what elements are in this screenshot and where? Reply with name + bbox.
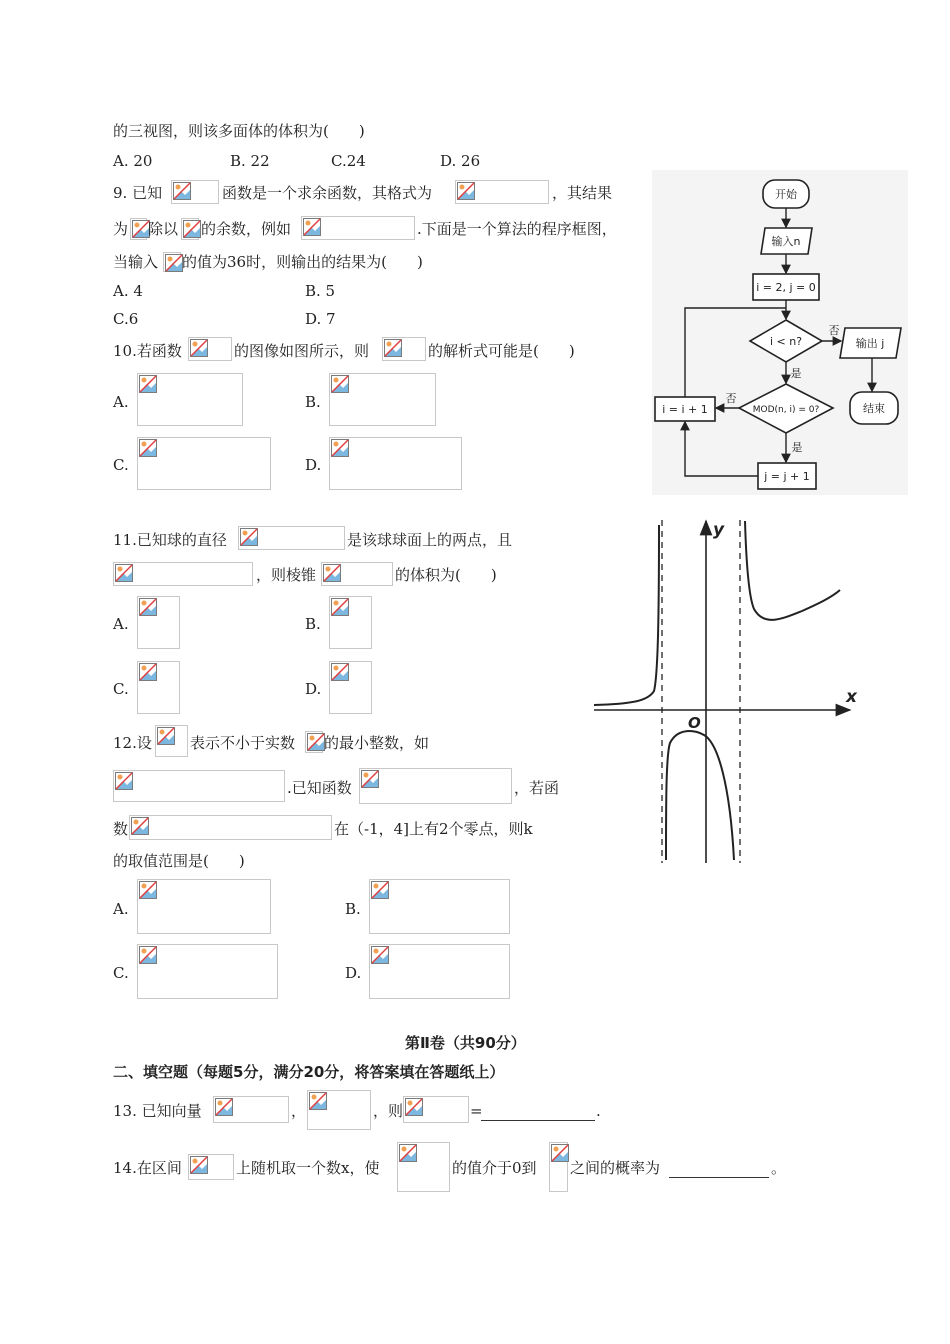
q14-d: 之间的概率为	[570, 1159, 661, 1177]
q9-option-b: B. 5	[305, 282, 336, 300]
q8-option-a: A. 20	[113, 152, 153, 170]
formula-image	[188, 1154, 234, 1180]
q11-line2-a: ，则棱锥	[256, 566, 317, 584]
broken-image-icon	[551, 1144, 569, 1162]
asymptotes	[662, 520, 740, 863]
broken-image-icon	[139, 598, 157, 616]
formula-image	[137, 879, 271, 934]
q9-line3-b: 的值为36时，则输出的结果为( )	[182, 253, 423, 271]
q9-line1-b: 函数是一个求余函数，其格式为	[222, 184, 433, 202]
broken-image-icon	[303, 218, 321, 236]
q11-option-c: C.	[113, 680, 129, 698]
formula-image	[329, 596, 372, 649]
start-label: 开始	[775, 188, 797, 201]
q12-line1-b: 表示不小于实数	[190, 734, 296, 752]
q11-line1-b: 是该球球面上的两点，且	[347, 531, 513, 549]
formula-image	[137, 437, 271, 490]
broken-image-icon	[165, 254, 183, 272]
q14-e: 。	[771, 1159, 787, 1177]
q8-option-b: B. 22	[230, 152, 270, 170]
q10-option-b: B.	[305, 393, 321, 411]
formula-image	[129, 815, 332, 840]
q11-line2-b: 的体积为( )	[395, 566, 497, 584]
cond2-label: MOD(n, i) = 0?	[752, 405, 820, 415]
q13-c: ，则	[373, 1102, 404, 1120]
q11-option-d: D.	[305, 680, 322, 698]
formula-image	[155, 725, 188, 757]
no1-label: 否	[828, 324, 840, 337]
q14-answer-blank	[669, 1158, 769, 1178]
broken-image-icon	[384, 339, 402, 357]
q14-a: 14.在区间	[113, 1159, 182, 1177]
formula-image	[369, 879, 510, 934]
middle-branch	[666, 731, 734, 860]
q10-stem-a: 10.若函数	[113, 342, 182, 360]
cond1-label: i < n?	[769, 335, 803, 348]
broken-image-icon	[331, 663, 349, 681]
q9-line1-a: 9. 已知	[113, 184, 163, 202]
formula-image	[137, 661, 180, 714]
q9-line2-c: 的余数，例如	[201, 220, 292, 238]
q12-line2-a: .已知函数	[287, 779, 352, 797]
q12-line3-b: 在（-1，4]上有2个零点，则k	[334, 820, 533, 838]
q8-text: 的三视图，则该多面体的体积为( )	[113, 122, 365, 140]
section-heading: 二、填空题（每题5分，满分20分，将答案填在答题纸上）	[113, 1063, 505, 1081]
broken-image-icon	[240, 528, 258, 546]
formula-image	[137, 373, 243, 426]
q9-line3-a: 当输入	[113, 253, 159, 271]
y-axis-label: y	[713, 520, 725, 540]
input-label: 输入n	[771, 235, 801, 248]
q13-d: =	[470, 1102, 483, 1120]
formula-image	[171, 180, 219, 204]
formula-image	[369, 944, 510, 999]
broken-image-icon	[371, 946, 389, 964]
broken-image-icon	[405, 1098, 423, 1116]
q11-option-b: B.	[305, 615, 321, 633]
q10-stem-c: 的解析式可能是( )	[428, 342, 575, 360]
q12-line3-a: 数	[113, 820, 129, 838]
formula-image	[238, 526, 345, 550]
q8-option-c: C.24	[331, 152, 366, 170]
yes2-label: 是	[791, 441, 803, 454]
inc-j-label: j = j + 1	[764, 470, 810, 483]
formula-image	[301, 216, 415, 240]
broken-image-icon	[183, 220, 201, 238]
q9-line1-c: ，其结果	[552, 184, 613, 202]
end-label: 结束	[863, 402, 885, 415]
formula-image	[329, 373, 436, 426]
formula-image	[397, 1142, 450, 1192]
function-graph	[592, 515, 862, 867]
broken-image-icon	[139, 375, 157, 393]
broken-image-icon	[331, 375, 349, 393]
q13-answer-blank	[481, 1101, 595, 1121]
broken-image-icon	[361, 770, 379, 788]
formula-image	[113, 770, 285, 802]
algorithm-flowchart	[652, 170, 908, 495]
formula-image	[403, 1096, 469, 1123]
broken-image-icon	[457, 182, 475, 200]
inc-i-label: i = i + 1	[662, 403, 708, 416]
q9-option-a: A. 4	[113, 282, 143, 300]
q12-option-c: C.	[113, 964, 129, 982]
broken-image-icon	[157, 727, 175, 745]
formula-image	[113, 562, 253, 586]
q11-line1-a: 11.已知球的直径	[113, 531, 227, 549]
formula-image	[549, 1142, 568, 1192]
broken-image-icon	[190, 339, 208, 357]
formula-image	[188, 337, 232, 361]
formula-image	[163, 252, 181, 272]
formula-image	[321, 562, 393, 586]
formula-image	[329, 437, 462, 490]
q13-b: ，	[291, 1102, 307, 1120]
broken-image-icon	[307, 733, 325, 751]
broken-image-icon	[215, 1098, 233, 1116]
q12-line4: 的取值范围是( )	[113, 852, 245, 870]
formula-image	[137, 944, 278, 999]
broken-image-icon	[139, 663, 157, 681]
q12-option-a: A.	[113, 900, 129, 918]
formula-image	[213, 1096, 289, 1123]
q14-c: 的值介于0到	[452, 1159, 537, 1177]
q13-e: .	[596, 1102, 601, 1120]
formula-image	[329, 661, 372, 714]
formula-image	[307, 1090, 371, 1130]
broken-image-icon	[173, 182, 191, 200]
broken-image-icon	[309, 1092, 327, 1110]
broken-image-icon	[190, 1156, 208, 1174]
formula-image	[305, 731, 323, 753]
formula-image	[359, 768, 512, 804]
formula-image	[130, 218, 147, 240]
broken-image-icon	[399, 1144, 417, 1162]
q9-line2-b: 除以	[148, 220, 179, 238]
output-label: 输出 j	[855, 337, 885, 350]
broken-image-icon	[139, 946, 157, 964]
yes1-label: 是	[790, 367, 802, 380]
q12-line1-c: 的最小整数，如	[324, 734, 430, 752]
formula-image	[382, 337, 426, 361]
broken-image-icon	[115, 564, 133, 582]
broken-image-icon	[139, 881, 157, 899]
q9-line2-a: 为	[113, 220, 129, 238]
broken-image-icon	[139, 439, 157, 457]
q12-line2-b: ，若函	[514, 779, 560, 797]
no2-label: 否	[725, 392, 737, 405]
broken-image-icon	[331, 598, 349, 616]
broken-image-icon	[131, 817, 149, 835]
q8-option-d: D. 26	[440, 152, 481, 170]
origin-label: O	[688, 714, 701, 732]
q10-option-d: D.	[305, 456, 322, 474]
q12-option-b: B.	[345, 900, 361, 918]
q13-a: 13. 已知向量	[113, 1102, 202, 1120]
q10-option-a: A.	[113, 393, 129, 411]
q14-b: 上随机取一个数x，使	[236, 1159, 380, 1177]
q11-option-a: A.	[113, 615, 129, 633]
broken-image-icon	[371, 881, 389, 899]
q9-option-c: C.6	[113, 310, 139, 328]
q12-line1-a: 12.设	[113, 734, 152, 752]
formula-image	[137, 596, 180, 649]
broken-image-icon	[331, 439, 349, 457]
formula-image	[181, 218, 199, 240]
left-branch	[594, 525, 659, 705]
q10-stem-b: 的图像如图所示，则	[234, 342, 370, 360]
init-label: i = 2, j = 0	[756, 281, 816, 294]
q10-option-c: C.	[113, 456, 129, 474]
q9-option-d: D. 7	[305, 310, 336, 328]
q12-option-d: D.	[345, 964, 362, 982]
broken-image-icon	[323, 564, 341, 582]
right-branch	[745, 521, 840, 620]
x-axis-label: x	[846, 687, 857, 707]
part2-title: 第Ⅱ卷（共90分）	[405, 1034, 526, 1052]
broken-image-icon	[115, 772, 133, 790]
q9-line2-d: .下面是一个算法的程序框图，	[417, 220, 617, 238]
formula-image	[455, 180, 549, 204]
